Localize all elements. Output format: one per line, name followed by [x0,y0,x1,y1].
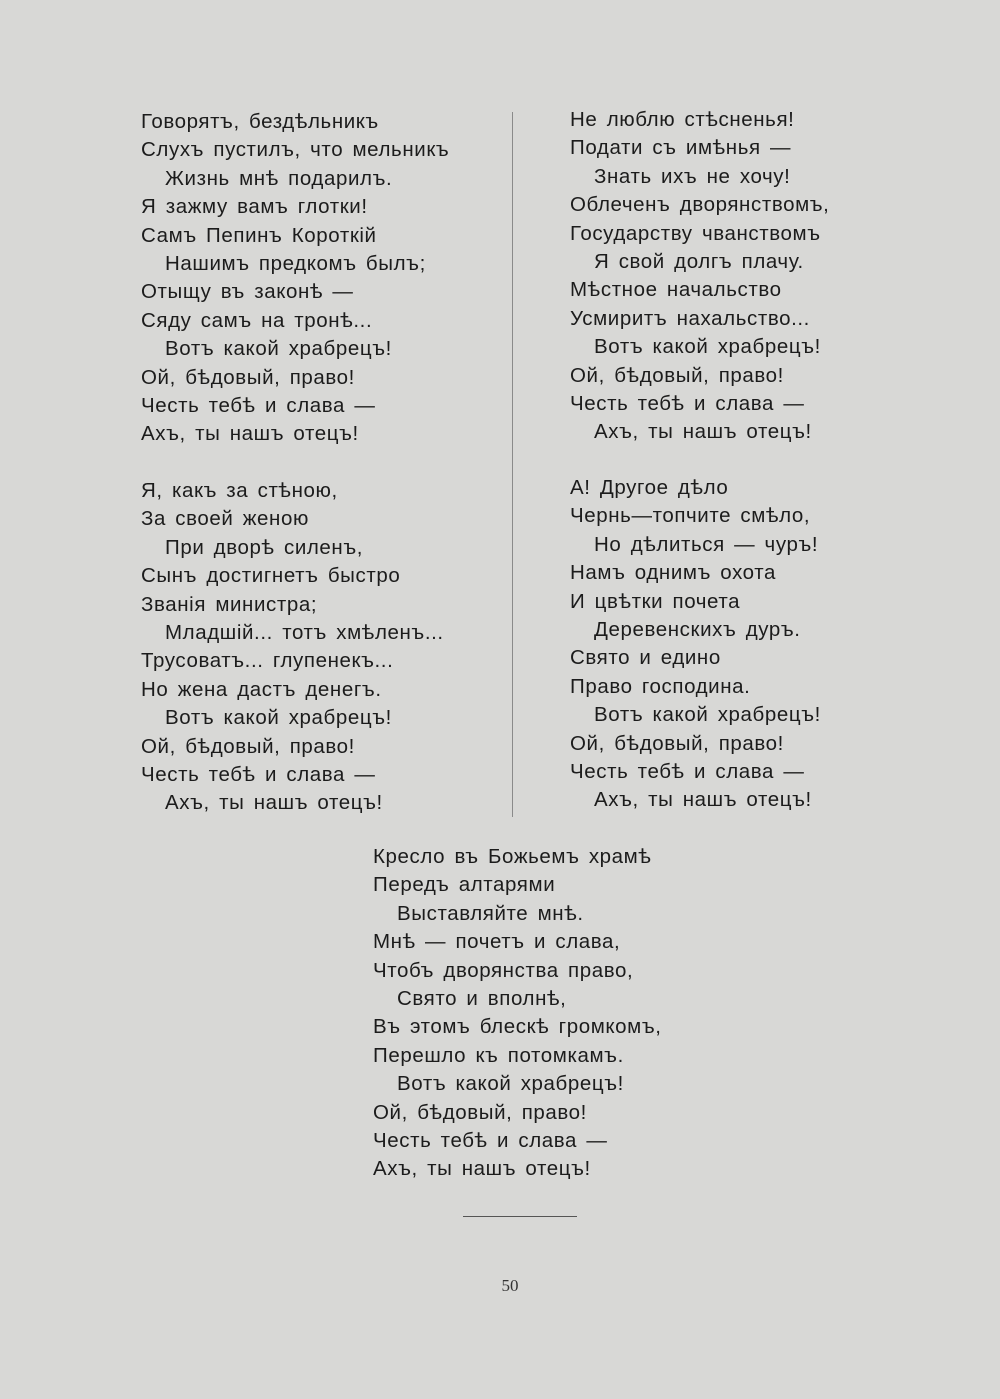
verse-line: Званія министра; [141,592,318,616]
verse-line: Честь тебѣ и слава — [141,762,376,786]
verse-line: Честь тебѣ и слава — [141,393,376,417]
right-stanza-1 [570,106,829,447]
page-number: 50 [501,1276,519,1295]
verse-line: Ой, бѣдовый, право! [141,734,355,758]
verse-line: Ахъ, ты нашъ отецъ! [594,420,812,444]
verse-line: Трусоватъ... глупенекъ... [141,649,394,673]
verse-line: Я зажму вамъ глотки! [141,195,368,219]
left-stanza-2 [141,477,444,818]
verse-line: И цвѣтки почета [570,589,741,613]
verse-line: Ой, бѣдовый, право! [570,363,784,387]
verse-line: Говорятъ, бездѣльникъ [141,110,379,133]
verse-line: Усмиритъ нахальство... [570,306,810,330]
verse-line: Честь тебѣ и слава — [570,759,805,783]
verse-line: Но дѣлиться — чуръ! [594,532,819,556]
verse-line: Мѣстное начальство [570,278,782,302]
verse-line: Ахъ, ты нашъ отецъ! [165,791,383,815]
verse-line: Вотъ какой храбрецъ! [397,1072,624,1096]
verse-line: Ахъ, ты нашъ отецъ! [373,1157,591,1181]
verse-line: За своей женою [141,507,309,531]
verse-line: Отыщу въ законѣ — [141,280,354,304]
verse-line: Честь тебѣ и слава — [373,1128,608,1152]
verse-line: Младшій... тотъ хмѣленъ... [165,620,444,644]
verse-line: Ой, бѣдовый, право! [570,731,784,755]
verse-line: Въ этомъ блескѣ громкомъ, [373,1015,662,1039]
verse-line: Передъ алтарями [373,873,556,897]
verse-line: Не люблю стѣсненья! [570,108,795,131]
right-stanza-2 [570,474,821,815]
verse-line: Выставляйте мнѣ. [397,901,584,925]
center-stanza [373,843,662,1184]
verse-line: При дворѣ силенъ, [165,535,364,559]
verse-line: Государству чванствомъ [570,221,821,245]
verse-line: Ой, бѣдовый, право! [141,365,355,389]
verse-line: Ахъ, ты нашъ отецъ! [141,422,359,446]
left-stanza-1 [141,108,449,449]
verse-line: Нашимъ предкомъ былъ; [165,251,426,275]
verse-line: Честь тебѣ и слава — [570,391,805,415]
verse-line: Слухъ пустилъ, что мельникъ [141,138,450,162]
column-divider [512,112,513,817]
verse-line: Я свой долгъ плачу. [594,249,804,273]
verse-line: Чернь—топчите смѣло, [570,504,811,528]
verse-line: Жизнь мнѣ подарилъ. [165,166,393,190]
verse-line: Право господина. [570,674,751,698]
end-rule [463,1216,577,1217]
verse-line: Ой, бѣдовый, право! [373,1100,587,1124]
verse-line: Чтобъ дворянства право, [373,958,634,982]
verse-line: Деревенскихъ дуръ. [594,617,801,641]
verse-line: Сяду самъ на тронѣ... [141,308,373,332]
verse-line: Вотъ какой храбрецъ! [594,335,821,359]
verse-line: Свято и едино [570,646,721,670]
verse-line: Свято и вполнѣ, [397,986,567,1010]
verse-line: Но жена дастъ денегъ. [141,677,382,701]
verse-line: Намъ однимъ охота [570,561,776,585]
verse-line: Знать ихъ не хочу! [594,164,791,188]
verse-line: Я, какъ за стѣною, [141,479,338,502]
verse-line: Вотъ какой храбрецъ! [165,706,392,730]
verse-line: Самъ Пепинъ Короткій [141,223,377,247]
verse-line: Облеченъ дворянствомъ, [570,193,830,217]
verse-line: Перешло къ потомкамъ. [373,1043,624,1067]
verse-line: Вотъ какой храбрецъ! [165,337,392,361]
verse-line: Кресло въ Божьемъ храмѣ [373,845,652,868]
verse-line: Сынъ достигнетъ быстро [141,564,401,588]
verse-line: Ахъ, ты нашъ отецъ! [594,788,812,812]
verse-line: Вотъ какой храбрецъ! [594,703,821,727]
verse-line: Подати съ имѣнья — [570,136,792,160]
verse-line: А! Другое дѣло [570,476,729,499]
verse-line: Мнѣ — почетъ и слава, [373,930,621,954]
